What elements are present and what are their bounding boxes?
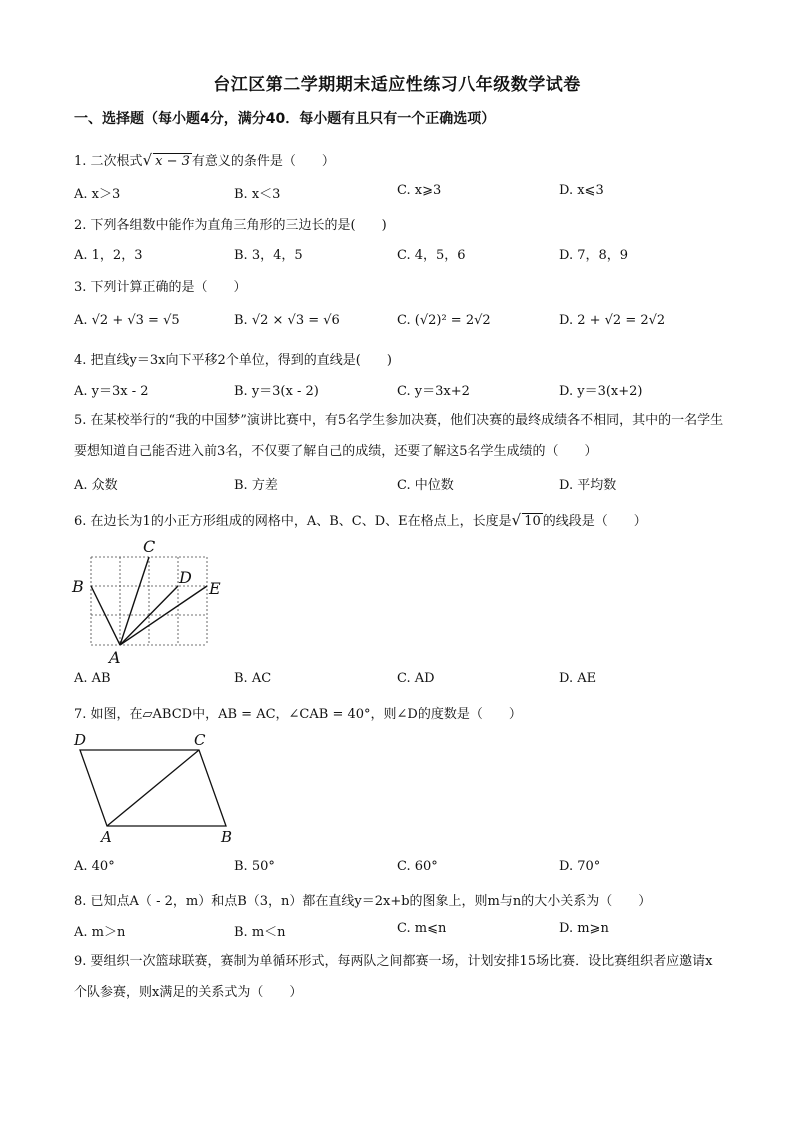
option-a: A. √2 + √3 = √5 <box>74 313 180 328</box>
option-c: C. 60° <box>397 859 438 874</box>
option-c: C. x⩾3 <box>397 183 442 198</box>
question-text: 的线段是（ ） <box>542 514 647 529</box>
label-c: C <box>194 731 206 749</box>
segment-ac <box>120 557 149 645</box>
options-7 <box>74 859 724 879</box>
label-b: B <box>72 577 84 596</box>
question-2 <box>74 214 387 233</box>
option-b: B. 方差 <box>234 478 278 493</box>
option-a: A. 40° <box>74 859 115 874</box>
option-d: D. m⩾n <box>559 921 609 936</box>
question-text: 已知点A（ - 2，m）和点B（3，n）都在直线y＝2x+b的图象上，则m与n的大小关系为（ ） <box>90 894 652 909</box>
option-a: A. 1，2，3 <box>74 248 143 263</box>
option-c: C. 4，5，6 <box>397 248 466 263</box>
question-9 <box>74 946 724 1008</box>
label-d: D <box>74 731 87 749</box>
question-text: 二次根式 <box>90 154 143 169</box>
option-d: D. 70° <box>559 859 601 874</box>
question-text: 有意义的条件是（ ） <box>191 154 335 169</box>
radicand: x − 3 <box>155 154 190 169</box>
question-number: 4. <box>74 353 87 368</box>
question-number: 9. <box>74 954 87 969</box>
radicand: 10 <box>524 514 541 529</box>
question-8 <box>74 890 651 909</box>
option-c: C. 中位数 <box>397 478 454 493</box>
question-text: 在某校举行的“我的中国梦”演讲比赛中，有5名学生参加决赛，他们决赛的最终成绩各不相同，其中的一名学生要想知道自己能否进入前3名，不仅要了解自己的成绩，还要了解这5名学生成绩的（ ） <box>74 413 724 459</box>
option-a: A. y＝3x - 2 <box>74 384 149 399</box>
question-number: 5. <box>74 413 87 428</box>
question-number: 8. <box>74 894 87 909</box>
question-text: 要组织一次篮球联赛，赛制为单循环形式，每两队之间都赛一场，计划安排15场比赛．设比赛组织者应邀请x个队参赛，则x满足的关系式为（ ） <box>74 954 713 1000</box>
page-title: 台江区第二学期期末适应性练习八年级数学试卷 <box>213 75 581 95</box>
question-text: 下列各组数中能作为直角三角形的三边长的是( ) <box>90 218 387 233</box>
diagonal-ac <box>107 750 199 826</box>
question-4 <box>74 349 392 368</box>
question-5 <box>74 405 724 467</box>
option-a: A. x＞3 <box>74 187 121 202</box>
option-b: B. 50° <box>234 859 275 874</box>
question-1 <box>74 150 335 169</box>
parallelogram-figure <box>66 728 246 850</box>
option-b: B. x＜3 <box>234 187 281 202</box>
options-6 <box>74 671 724 691</box>
question-text: 把直线y＝3x向下平移2个单位，得到的直线是( ) <box>90 353 392 368</box>
question-number: 6. <box>74 514 87 529</box>
option-c: C. y＝3x+2 <box>397 384 470 399</box>
option-c: C. (√2)² = 2√2 <box>397 313 491 328</box>
option-d: D. AE <box>559 671 597 686</box>
label-e: E <box>209 579 221 598</box>
question-6 <box>74 510 647 529</box>
options-2 <box>74 244 724 264</box>
question-number: 1. <box>74 154 87 169</box>
segment-ae <box>120 586 207 645</box>
question-3 <box>74 276 247 295</box>
question-number: 3. <box>74 280 87 295</box>
label-a: A <box>101 828 112 846</box>
option-a: A. AB <box>74 671 111 686</box>
label-d: D <box>179 568 192 587</box>
sqrt-icon: √ <box>142 151 153 169</box>
option-d: D. 2 + √2 = 2√2 <box>559 313 666 328</box>
option-b: B. √2 × √3 = √6 <box>234 313 340 328</box>
label-c: C <box>143 537 156 556</box>
option-b: B. m＜n <box>234 925 286 940</box>
options-5 <box>74 474 724 494</box>
question-7 <box>74 703 522 722</box>
question-text: 如图，在▱ABCD中，AB = AC，∠CAB = 40°，则∠D的度数是（ ） <box>90 707 522 722</box>
option-d: D. x⩽3 <box>559 183 604 198</box>
label-b: B <box>221 828 233 846</box>
options-3 <box>74 313 724 333</box>
option-b: B. AC <box>234 671 272 686</box>
option-d: D. y＝3(x+2) <box>559 384 643 399</box>
option-b: B. y＝3(x - 2) <box>234 384 319 399</box>
option-b: B. 3，4，5 <box>234 248 303 263</box>
grid-figure <box>66 535 236 667</box>
option-d: D. 平均数 <box>559 478 617 493</box>
option-a: A. m＞n <box>74 925 126 940</box>
option-a: A. 众数 <box>74 478 118 493</box>
options-1 <box>74 183 724 203</box>
question-number: 7. <box>74 707 87 722</box>
option-c: C. AD <box>397 671 435 686</box>
option-c: C. m⩽n <box>397 921 447 936</box>
segment-ab <box>91 586 120 645</box>
question-text: 在边长为1的小正方形组成的网格中，A、B、C、D、E在格点上，长度是 <box>90 514 512 529</box>
options-8 <box>74 921 724 941</box>
question-number: 2. <box>74 218 87 233</box>
label-a: A <box>109 648 121 667</box>
section-heading: 一、选择题（每小题4分，满分40．每小题有且只有一个正确选项） <box>74 111 496 127</box>
options-4 <box>74 380 724 400</box>
question-text: 下列计算正确的是（ ） <box>90 280 247 295</box>
option-d: D. 7，8，9 <box>559 248 629 263</box>
sqrt-icon: √ <box>511 511 522 529</box>
